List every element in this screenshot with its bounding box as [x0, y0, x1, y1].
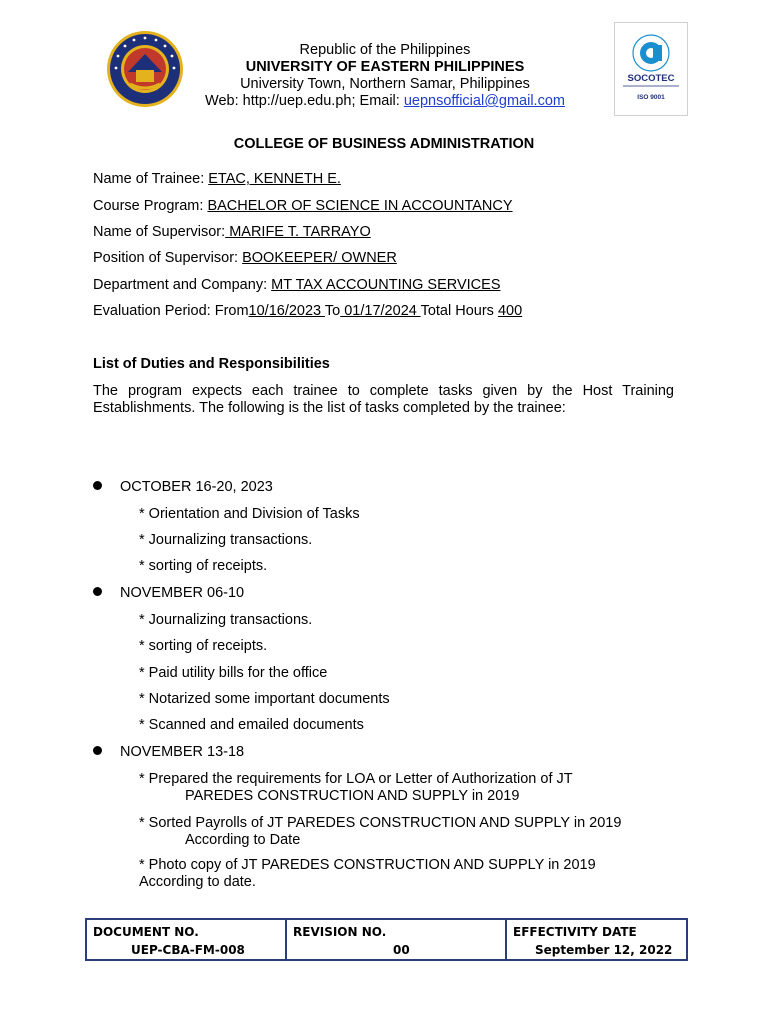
effectivity-date-value: September 12, 2022 [535, 943, 673, 957]
course-value: BACHELOR OF SCIENCE IN ACCOUNTANCY [207, 198, 513, 214]
republic-line: Republic of the Philippines [299, 42, 471, 58]
course-program-row [93, 198, 513, 214]
university-name: UNIVERSITY OF EASTERN PHILIPPINES [245, 59, 525, 75]
week-label: NOVEMBER 13-18 [120, 744, 245, 760]
task-item: * sorting of receipts. [139, 558, 268, 574]
document-number-label: DOCUMENT NO. [93, 925, 199, 939]
task-line: * Sorted Payrolls of JT PAREDES CONSTRUCTION AND SUPPLY in 2019 [139, 815, 622, 831]
task-line: According to date. [139, 874, 256, 890]
hours-label: Total Hours [420, 303, 498, 319]
revision-number-cell [287, 920, 507, 959]
position-label: Position of Supervisor: [93, 250, 243, 266]
document-number-value: UEP-CBA-FM-008 [131, 943, 245, 957]
supervisor-label: Name of Supervisor: [93, 224, 226, 240]
list-item-week [93, 479, 273, 495]
svg-text:SOCOTEC: SOCOTEC [627, 73, 675, 84]
task-item [139, 815, 621, 849]
task-item: * Notarized some important documents [139, 691, 390, 707]
period-to-label: To [324, 303, 341, 319]
task-item: * Paid utility bills for the office [139, 665, 328, 681]
supervisor-value: MARIFE T. TARRAYO [225, 224, 371, 240]
document-control-table [85, 918, 688, 961]
week-label: OCTOBER 16-20, 2023 [120, 479, 273, 495]
department-company-row [93, 277, 500, 293]
department-value: MT TAX ACCOUNTING SERVICES [271, 277, 501, 293]
email-link[interactable]: uepnsofficial@gmail.com [403, 93, 565, 109]
bullet-icon [93, 746, 102, 755]
duties-title: List of Duties and Responsibilities [93, 356, 330, 372]
task-line: * Photo copy of JT PAREDES CONSTRUCTION AND SUPPLY in 2019 [139, 857, 596, 873]
hours-value: 400 [497, 303, 523, 319]
iso-certification-logo [614, 22, 688, 116]
supervisor-name-row [93, 224, 371, 240]
position-value: BOOKEEPER/ OWNER [242, 250, 397, 266]
task-item: * Journalizing transactions. [139, 612, 313, 628]
week-label: NOVEMBER 06-10 [120, 585, 245, 601]
course-label: Course Program: [93, 198, 208, 214]
trainee-name-row [93, 171, 341, 187]
trainee-value: ETAC, KENNETH E. [208, 171, 341, 187]
evaluation-period-row [93, 303, 522, 319]
college-title: COLLEGE OF BUSINESS ADMINISTRATION [233, 136, 535, 152]
trainee-label: Name of Trainee: [93, 171, 209, 187]
task-item: * Scanned and emailed documents [139, 717, 364, 733]
svg-text:ISO 9001: ISO 9001 [637, 94, 665, 101]
task-line: PAREDES CONSTRUCTION AND SUPPLY in 2019 [185, 788, 520, 804]
bullet-icon [93, 481, 102, 490]
department-label: Department and Company: [93, 277, 272, 293]
task-item: * sorting of receipts. [139, 638, 268, 654]
web-text: Web: http://uep.edu.ph; Email: [205, 93, 404, 109]
bullet-icon [93, 587, 102, 596]
list-item-week [93, 744, 244, 760]
task-line: * Prepared the requirements for LOA or Letter of Authorization of JT [139, 771, 573, 787]
duties-intro: The program expects each trainee to complete tasks given by the Host Training Establishments. The following is the list of tasks completed by the trainee: [93, 383, 674, 416]
task-item: * Journalizing transactions. [139, 532, 313, 548]
effectivity-date-cell [507, 920, 686, 959]
period-from-value: 10/16/2023 [248, 303, 325, 319]
contact-line [190, 93, 580, 110]
letterhead [190, 42, 580, 110]
document-number-cell [87, 920, 287, 959]
list-item-week [93, 585, 244, 601]
effectivity-date-label: EFFECTIVITY DATE [513, 925, 637, 939]
period-label: Evaluation Period: From [93, 303, 249, 319]
revision-number-value: 00 [393, 943, 410, 957]
task-item: * Orientation and Division of Tasks [139, 506, 360, 522]
university-address: University Town, Northern Samar, Philippines [240, 76, 530, 92]
supervisor-position-row [93, 250, 397, 266]
task-item [139, 771, 573, 805]
period-to-value: 01/17/2024 [340, 303, 421, 319]
university-seal-logo [106, 30, 184, 108]
task-line: According to Date [185, 832, 301, 848]
revision-number-label: REVISION NO. [293, 925, 387, 939]
task-item [139, 857, 596, 891]
